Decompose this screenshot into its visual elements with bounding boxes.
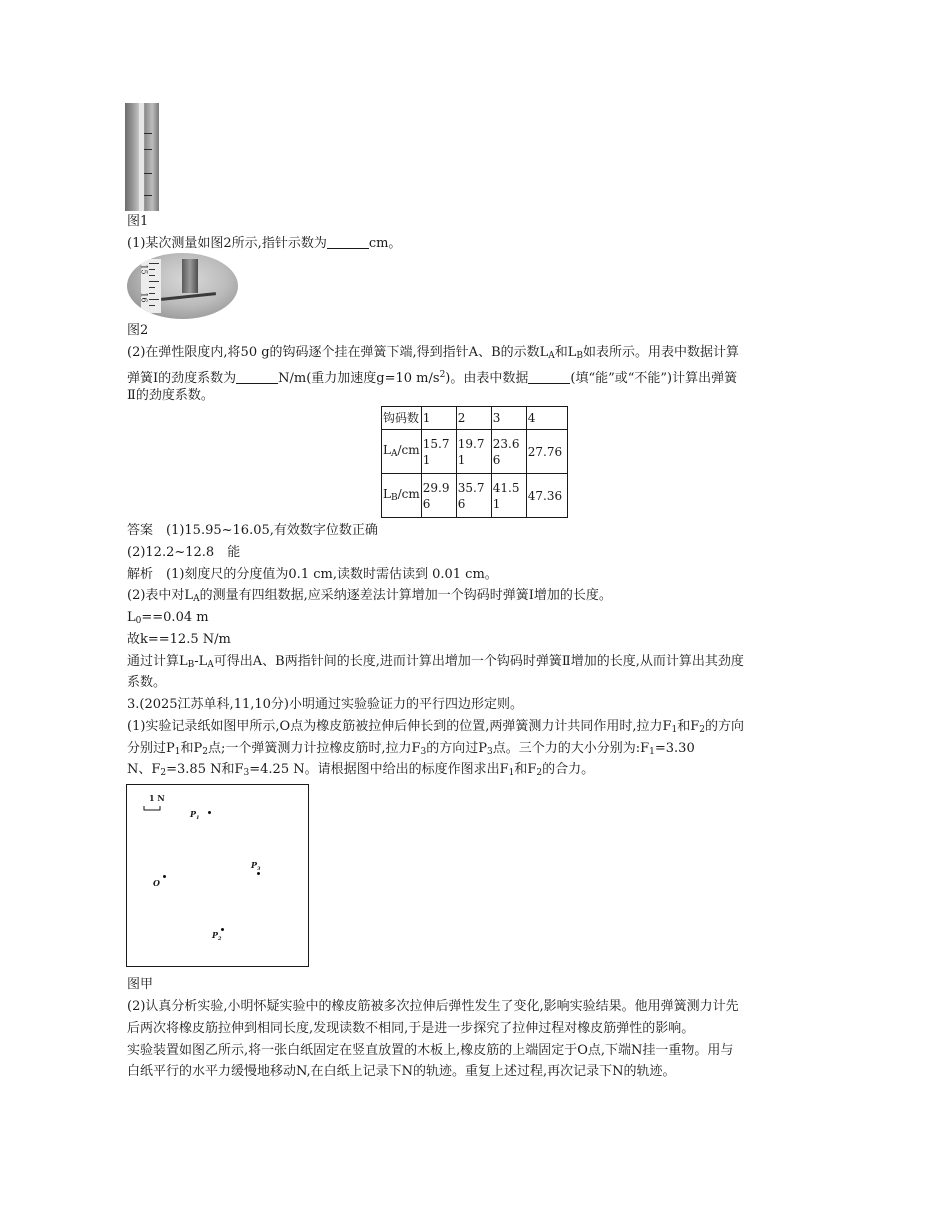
question-2-line-1: (2)在弹性限度内,将50 g的钩码逐个挂在弹簧下端,得到指针A、B的示数$L_A$和$L_B$如表所示。用表中数据计算	[127, 345, 740, 361]
question-3b-line-1: (2)认真分析实验,小明怀疑实验中的橡皮筋被多次拉伸后弹性发生了变化,影响实验结果。他用弹簧测力计先	[127, 999, 739, 1014]
scale-bar	[143, 805, 161, 811]
table-cell: 15.7 1	[421, 430, 456, 474]
question-3b-line-3: 实验装置如图乙所示,将一张白纸固定在竖直放置的木板上,橡皮筋的上端固定于O点,下端N挂一重物。用与	[127, 1043, 734, 1058]
table-row-label: $L_B/cm$	[382, 474, 422, 518]
point-o-label: O	[153, 878, 160, 888]
figure-1-caption: 图1	[127, 214, 149, 229]
question-2-line-2: 弹簧Ⅰ的劲度系数为 N/m(重力加速度g=10 $m/s^2$)。由表中数据 (填“能”或“不能”)计算出弹簧	[127, 370, 738, 386]
table-header-row	[382, 407, 568, 430]
table-row	[382, 430, 568, 474]
table-header-cell: 3	[491, 407, 526, 430]
figure-2-photo	[127, 253, 238, 319]
question-1: (1)某次测量如图2所示,指针示数为 cm。	[127, 236, 402, 251]
question-3-line-3: N、$F_2=3.85$ N和$F_3=4.25$ N。请根据图中给出的标度作图求出$F_1$和$F_2$的合力。	[127, 762, 595, 778]
table-row	[382, 474, 568, 518]
answer-line-2: (2)12.2~12.8 能	[127, 545, 241, 560]
point-p3	[257, 872, 260, 875]
analysis-line-6: 系数。	[127, 675, 167, 690]
answer-line-1: 答案 (1)15.95~16.05,有效数字位数正确	[127, 523, 378, 538]
ruler-label-15: 15	[139, 264, 149, 275]
point-p1	[208, 811, 211, 814]
analysis-line-2: (2)表中对$L_A$的测量有四组数据,应采纳逐差法计算增加一个钩码时弹簧Ⅰ增加的长度。	[127, 588, 612, 604]
table-header-cell: 2	[456, 407, 491, 430]
point-p2	[221, 928, 224, 931]
table-cell: 19.7 1	[456, 430, 491, 474]
figure-jia-caption: 图甲	[127, 977, 154, 992]
ruler-label-16: 16	[139, 292, 149, 303]
analysis-line-1: 解析 (1)刻度尺的分度值为0.1 cm,读数时需估读到 0.01 cm。	[127, 567, 498, 582]
question-3-line-1: (1)实验记录纸如图甲所示,O点为橡皮筋被拉伸后伸长到的位置,两弹簧测力计共同作用时,拉力$F_1$和$F_2$的方向	[127, 719, 745, 735]
table-header-cell: 钩码数	[382, 407, 422, 430]
figure-2-caption: 图2	[127, 323, 149, 338]
question-3b-line-4: 白纸平行的水平力缓慢地移动N,在白纸上记录下N的轨迹。重复上述过程,再次记录下N的轨迹。	[127, 1064, 676, 1079]
scale-label: 1 N	[149, 793, 165, 803]
question-2-line-3: Ⅱ的劲度系数。	[127, 388, 214, 403]
table-cell: 23.6 6	[491, 430, 526, 474]
table-cell: 27.76	[526, 430, 567, 474]
figure-jia-diagram	[126, 784, 309, 967]
analysis-line-5: 通过计算$L_B-L_A$可得出A、B两指针间的长度,进而计算出增加一个钩码时弹簧Ⅱ增加的长度,从而计算出其劲度	[127, 654, 744, 670]
table-cell: 35.7 6	[456, 474, 491, 518]
question-3-heading: 3.(2025江苏单科,11,10分)小明通过实验验证力的平行四边形定则。	[127, 697, 523, 712]
figure-1-photo	[125, 103, 159, 211]
question-3b-line-2: 后两次将橡皮筋拉伸到相同长度,发现读数不相同,于是进一步探究了拉伸过程对橡皮筋弹性的影响。	[127, 1021, 695, 1036]
point-p1-label: $P_1$	[190, 809, 200, 821]
point-p3-label: $P_3$	[251, 860, 261, 872]
analysis-line-3: $L_0==0.04$ m	[127, 610, 209, 626]
measurement-table	[381, 406, 568, 518]
table-header-cell: 1	[421, 407, 456, 430]
table-header-cell: 4	[526, 407, 567, 430]
table-cell: 47.36	[526, 474, 567, 518]
point-o	[163, 875, 166, 878]
question-3-line-2: 分别过$P_1$和$P_2$点;一个弹簧测力计拉橡皮筋时,拉力$F_3$的方向过$P_3$点。三个力的大小分别为$:F_1=3.30$	[127, 741, 695, 757]
analysis-line-4: 故k==12.5 N/m	[127, 632, 231, 647]
point-p2-label: $P_2$	[212, 930, 222, 942]
table-cell: 29.9 6	[421, 474, 456, 518]
table-cell: 41.5 1	[491, 474, 526, 518]
table-row-label: $L_A/cm$	[382, 430, 422, 474]
